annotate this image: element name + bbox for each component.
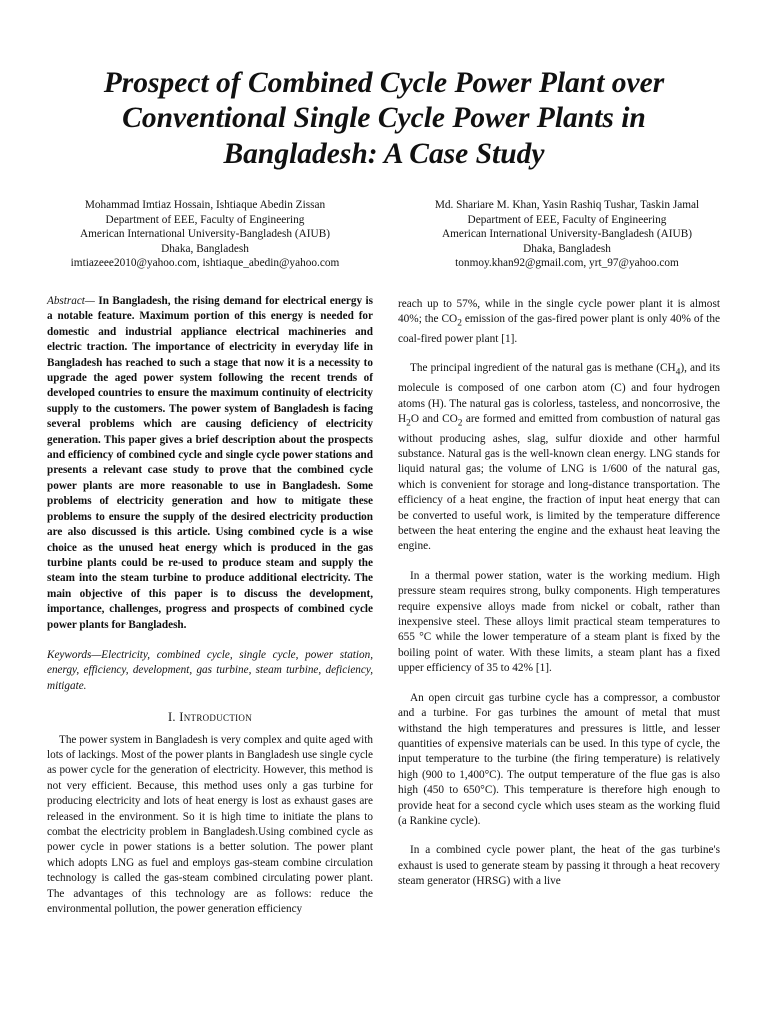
author-city: Dhaka, Bangladesh bbox=[161, 242, 249, 255]
title-line-3: Bangladesh: A Case Study bbox=[223, 137, 545, 170]
title-line-1: Prospect of Combined Cycle Power Plant over bbox=[103, 67, 665, 99]
paragraph-natural-gas bbox=[398, 361, 720, 554]
subscript: 2 bbox=[457, 418, 463, 429]
subscript: 4 bbox=[675, 367, 681, 378]
paper-title bbox=[40, 66, 728, 172]
right-column bbox=[398, 297, 720, 890]
text-run: are formed and emitted from combustion of natural gas without producing ashes, slag, sulfur dioxide and other harmful substance. Natural gas is the well-known clean energy. LNG stands for liquid natural gas; the volume of LNG is 1/600 of the natural gas, which is convenient for storage and long-distance transportation. The efficiency of a heat engine, the fraction of input heat energy that can be converted to useful work, is limited by the temperature difference between the heat entering the engine and the exhaust heat leaving the engine. bbox=[398, 412, 721, 553]
keywords: Keywords—Electricity, combined cycle, single cycle, power station, energy, efficiency, development, gas turbine, steam turbine, deficiency, mitigate. bbox=[47, 648, 373, 692]
title-line-2: Conventional Single Cycle Power Plants in bbox=[122, 102, 646, 135]
author-emails: tonmoy.khan92@gmail.com, yrt_97@yahoo.com bbox=[455, 257, 679, 270]
intro-paragraph: The power system in Bangladesh is very complex and quite aged with lots of lackings. Most of the power plants in Bangladesh use single cycle as power cycle for the generation of electricity. However, this method is not very efficient. Because, this method uses only a gas turbine for producing electricity and lots of heat energy is lost as exhaust gases are released in the environment. So it is high time to initiate the plans to combat the electricity problem in Bangladesh.Using combined cycle as power cycle in power stations is a better solution. The power plant which adopts LNG as fuel and employs gas-steam combine circulation technology is called the gas-steam combined circulating power plant. The advantages of this technology are as follows: reduce the environmental pollution, the power generation efficiency bbox=[47, 733, 373, 916]
author-block-left bbox=[40, 198, 370, 271]
paragraph-thermal-station: In a thermal power station, water is the working medium. High pressure steam requires strong, bulky components. High temperatures require expensive alloys made from nickel or cobalt, rather than inexpensive steel. These alloys limit practical steam temperatures to 655 °C while the lower temperature of a steam plant is fixed by the boiling point of water. With these limits, a steam plant has a fixed upper efficiency of 35 to 42% [1]. bbox=[398, 569, 720, 675]
paragraph-efficiency bbox=[398, 297, 720, 347]
paragraph-gas-turbine: An open circuit gas turbine cycle has a compressor, a combustor and a turbine. For gas turbines the amount of metal that must withstand the high temperatures and pressures is little, and lesser quantities of expensive materials can be used. In this type of cycle, the input temperature to the turbine (the firing temperature) is relatively high (900 to 1,400°C). The output temperature of the flue gas is also high (450 to 650°C). This temperature is therefore high enough to provide heat for a second cycle which uses steam as the working fluid (a Rankine cycle). bbox=[398, 691, 720, 827]
section-heading: I. Introduction bbox=[167, 710, 253, 725]
abstract-body: In Bangladesh, the rising demand for electrical energy is a notable feature. Maximum portion of this energy is needed for domestic and industrial appliance electrical machineries and electric traction. The importance of electricity in everyday life in Bangladesh has reached to such a stage that now it is a necessity to upgrade the aged power system following the recent trends of developed countries to ensure the maximum continuity of electricity supply to the customers. The power system of Bangladesh is facing several problems which are causing deficiency of electricity generation. This paper gives a brief description about the prospects and efficiency of combined cycle and single cycle power stations and presents a relevant case study to prove that the combined cycle power plants are more reasonable to use in Bangladesh. Some problems of electricity generation and how to mitigate these problems to ensure the supply of the desired electricity production are also discussed is this article. Using combined cycle is a wise choice as the unused heat energy which is produced in the gas turbine plants could be re-used to produce steam and supply the steam into the steam turbine to produce additional electricity. The main objective of this paper is to discuss the development, importance, challenges, progress and prospects of combined cycle power plants for Bangladesh. bbox=[47, 295, 373, 631]
author-city: Dhaka, Bangladesh bbox=[523, 242, 611, 255]
abstract-label: Abstract— bbox=[47, 295, 95, 307]
subscript: 2 bbox=[457, 318, 462, 329]
author-names: Mohammad Imtiaz Hossain, Ishtiaque Abedin Zissan bbox=[84, 199, 326, 211]
author-names: Md. Shariare M. Khan, Yasin Rashiq Tushar, Taskin Jamal bbox=[434, 199, 700, 211]
author-university: American International University-Bangladesh (AIUB) bbox=[441, 228, 693, 241]
text-run: emission of the gas-fired power plant is only 40% of the coal-fired power plant [1]. bbox=[398, 313, 720, 346]
author-block-right bbox=[398, 198, 736, 271]
subscript: 2 bbox=[406, 418, 411, 429]
text-run: O and CO bbox=[410, 412, 458, 425]
text-run: reach up to 57%, while in the single cycle power plant it is almost 40%; the CO bbox=[398, 298, 720, 326]
author-department: Department of EEE, Faculty of Engineering bbox=[105, 213, 305, 226]
text-run: The principal ingredient of the natural gas is methane (CH bbox=[410, 362, 676, 375]
author-emails: imtiazeee2010@yahoo.com, ishtiaque_abedin@yahoo.com bbox=[70, 257, 340, 270]
text-run: ), and its molecule is composed of one carbon atom (C) and four hydrogen atoms (H). The natural gas is colorless, tasteless, and noncorrosive, the H bbox=[398, 362, 720, 425]
author-university: American International University-Bangladesh (AIUB) bbox=[79, 228, 331, 241]
author-department: Department of EEE, Faculty of Engineering bbox=[467, 213, 667, 226]
abstract bbox=[47, 294, 373, 633]
paragraph-combined-cycle: In a combined cycle power plant, the heat of the gas turbine's exhaust is used to generate steam by passing it through a heat recovery steam generator (HRSG) with a live bbox=[398, 844, 720, 888]
left-column bbox=[47, 294, 373, 917]
